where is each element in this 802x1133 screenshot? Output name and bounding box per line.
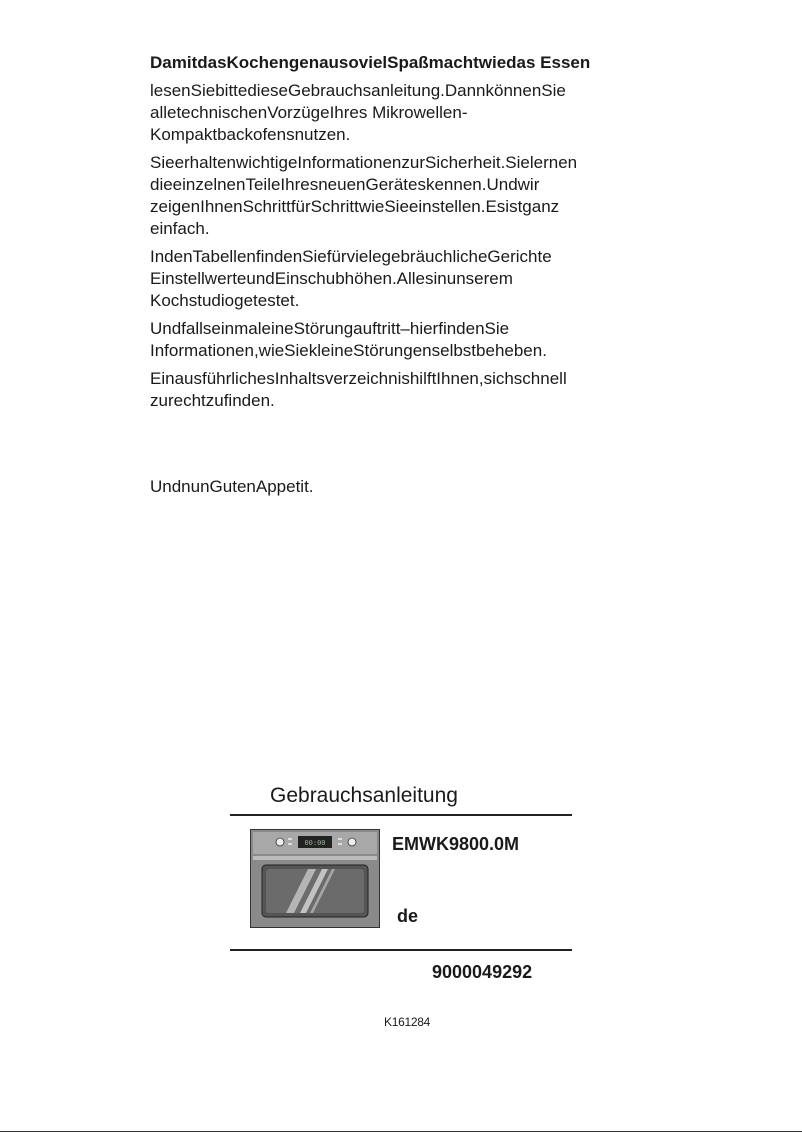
oven-display: 00:00 — [304, 839, 326, 847]
intro-paragraph-4: UndfallseinmaleineStörungauftritt–hierfindenSie Informationen,wieSiekleineStörungenselbstbeheben. — [150, 319, 547, 360]
document-code: K161284 — [384, 1015, 430, 1029]
page-bottom-line — [0, 1131, 802, 1132]
closing-text: UndnunGutenAppetit. — [150, 477, 314, 496]
intro-paragraph-5: EinausführlichesInhaltsverzeichnishilftIhnen,sichschnell zurechtzufinden. — [150, 369, 567, 410]
intro-text — [150, 52, 620, 418]
part-number: 9000049292 — [432, 962, 533, 982]
intro-paragraph-3: IndenTabellenfindenSiefürvielegebräuchlicheGerichte EinstellwerteundEinschubhöhen.Allesinunserem Kochstudiogetestet. — [150, 247, 552, 310]
bottom-rule — [230, 949, 572, 951]
model-number: EMWK9800.0M — [392, 834, 520, 854]
intro-heading: DamitdasKochengenausovielSpaßmachtwiedas Essen — [150, 53, 591, 72]
intro-paragraph-2: SieerhaltenwichtigeInformationenzurSicherheit.Sielernen dieeinzelnenTeileIhresneuenGeräteskennen.Undwir zeigenIhnenSchrittfürSchrittwieSieeinstellen.Esistganz einfach. — [150, 153, 578, 238]
microwave-oven-icon — [250, 829, 380, 928]
manual-title: Gebrauchsanleitung — [270, 784, 458, 807]
language-code: de — [397, 906, 419, 926]
intro-paragraph-1: lesenSiebittedieseGebrauchsanleitung.DannkönnenSie alletechnischenVorzügeIhres Mikrowellen-Kompaktbackofensnutzen. — [150, 81, 566, 144]
top-rule — [230, 814, 572, 816]
